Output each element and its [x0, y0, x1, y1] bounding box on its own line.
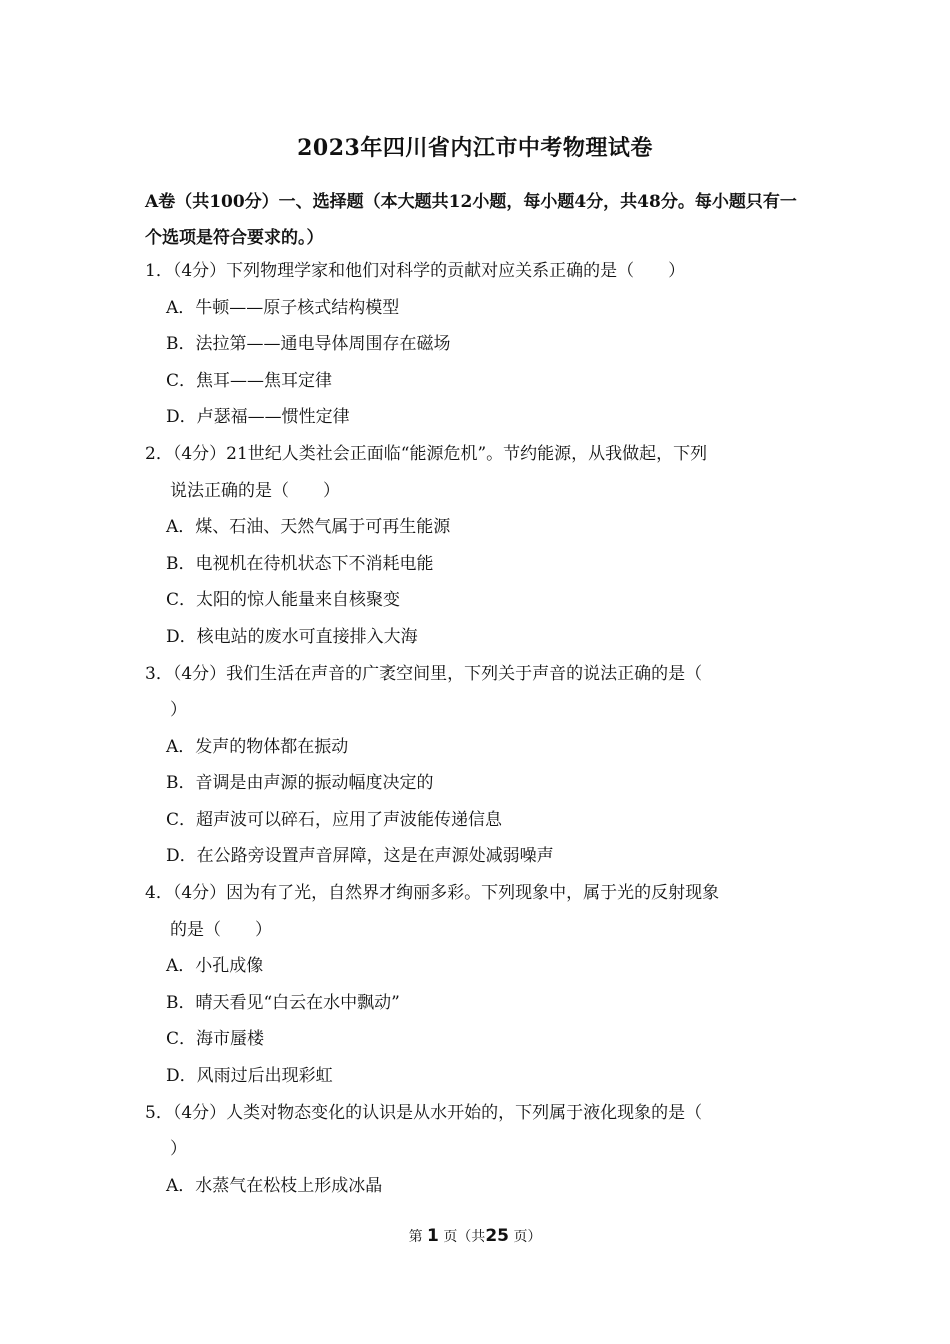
question-1-option-d: D．卢瑟福——惯性定律	[166, 407, 350, 427]
question-4-stem-cont: 的是（ ）	[170, 920, 272, 940]
page-title: 2023年四川省内江市中考物理试卷	[297, 135, 653, 161]
question-3-option-d: D．在公路旁设置声音屏障，这是在声源处减弱噪声	[166, 846, 554, 866]
footer-prefix: 第	[408, 1229, 423, 1245]
footer-middle: 页（共	[443, 1229, 486, 1245]
question-4-option-a: A．小孔成像	[166, 956, 264, 976]
question-2-stem-cont: 说法正确的是（ ）	[170, 481, 340, 501]
question-3-stem: 3．（4分）我们生活在声音的广袤空间里，下列关于声音的说法正确的是（	[145, 664, 703, 684]
question-5-option-a: A．水蒸气在松枝上形成冰晶	[166, 1176, 383, 1196]
question-1-option-b: B．法拉第——通电导体周围存在磁场	[166, 334, 451, 354]
section-header: A卷（共100分）一、选择题（本大题共12小题，每小题4分，共48分。每小题只有一个选项是符合要求的。）	[145, 192, 797, 248]
question-2-option-a: A．煤、石油、天然气属于可再生能源	[166, 517, 451, 537]
question-2-option-d: D．核电站的废水可直接排入大海	[166, 627, 418, 647]
question-1-option-c: C．焦耳——焦耳定律	[166, 371, 333, 391]
question-4-stem: 4．（4分）因为有了光，自然界才绚丽多彩。下列现象中，属于光的反射现象	[145, 883, 720, 903]
footer-page-number: 1	[427, 1226, 439, 1246]
question-4-option-b: B．晴天看见“白云在水中飘动”	[166, 993, 400, 1013]
question-5-stem-cont: ）	[170, 1139, 187, 1159]
question-5-stem: 5．（4分）人类对物态变化的认识是从水开始的，下列属于液化现象的是（	[145, 1103, 703, 1123]
question-4-option-d: D．风雨过后出现彩虹	[166, 1066, 333, 1086]
page-footer	[0, 1226, 950, 1247]
question-3-option-b: B．音调是由声源的振动幅度决定的	[166, 773, 434, 793]
question-1-option-a: A．牛顿——原子核式结构模型	[166, 298, 400, 318]
footer-suffix: 页）	[513, 1229, 542, 1245]
question-2-stem: 2．（4分）21世纪人类社会正面临“能源危机”。节约能源，从我做起，下列	[145, 444, 708, 464]
question-3-option-c: C．超声波可以碎石，应用了声波能传递信息	[166, 810, 503, 830]
question-2-option-c: C．太阳的惊人能量来自核聚变	[166, 590, 401, 610]
question-3-option-a: A．发声的物体都在振动	[166, 737, 349, 757]
question-4-option-c: C．海市蜃楼	[166, 1029, 265, 1049]
question-3-stem-cont: ）	[170, 700, 187, 720]
question-2-option-b: B．电视机在待机状态下不消耗电能	[166, 554, 434, 574]
footer-total-pages: 25	[485, 1226, 509, 1246]
question-1-stem: 1．（4分）下列物理学家和他们对科学的贡献对应关系正确的是（ ）	[145, 261, 686, 281]
